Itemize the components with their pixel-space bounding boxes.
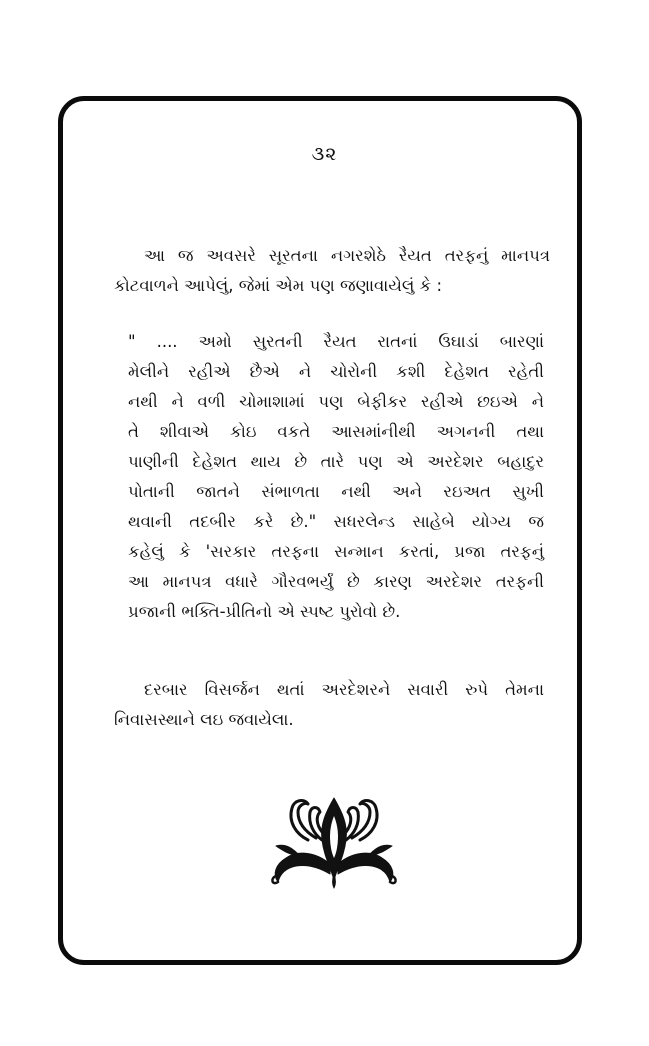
text-line: થવાની તદબીર કરે છે." સધરલેન્ડ સાહેબે યોગ્ય જ	[128, 512, 544, 531]
quoted-address-paragraph	[128, 327, 544, 627]
text-line: પોતાની જાતને સંભાળતા નથી અને રઇઅત સુખી	[128, 482, 544, 501]
text-line: આ જ અવસરે સૂરતના નગરશેઠે રૈયત તરફનું માનપત્ર	[144, 246, 550, 265]
page-number: ૩૨	[311, 143, 338, 165]
paragraph-intro	[114, 241, 550, 301]
text-line: પાણીની દેહેશત થાય છે તારે પણ એ અરદેશર બહાદુર	[128, 452, 544, 471]
text-line: પ્રજાની ભક્તિ-પ્રીતિનો એ સ્પષ્ટ પુરોવો છે.	[128, 602, 401, 621]
text-line: નથી ને વળી ચોમાશામાં પણ બેફીકર રહીએ છઇએ ને	[128, 392, 544, 411]
floral-ornament-icon	[268, 794, 400, 890]
text-line: મેલીને રહીએ છૈએ ને ચોરોની કશી દેહેશત રહેતી	[128, 362, 544, 381]
text-line: નિવાસસ્થાને લઇ જવાયેલા.	[114, 710, 294, 729]
paragraph-closing	[114, 675, 544, 735]
text-line: કહેલું કે 'સરકાર તરફના સન્માન કરતાં, પ્રજા તરફનું	[128, 542, 544, 561]
text-line: " .... અમો સુરતની રૈયત રાતનાં ઉઘાડાં બારણાં	[128, 332, 544, 351]
text-line: તે શીવાએ કોઇ વકતે આસમાંનીથી અગનની તથા	[128, 422, 544, 441]
text-line: દરબાર વિસર્જન થતાં અરદેશરને સવારી રુપે તેમના	[144, 680, 544, 699]
text-line: કોટવાળને આપેલું, જેમાં એમ પણ જણાવાયેલું કે :	[114, 276, 443, 295]
text-line: આ માનપત્ર વધારે ગૌરવભર્યું છે કારણ અરદેશર તરફની	[128, 572, 544, 591]
